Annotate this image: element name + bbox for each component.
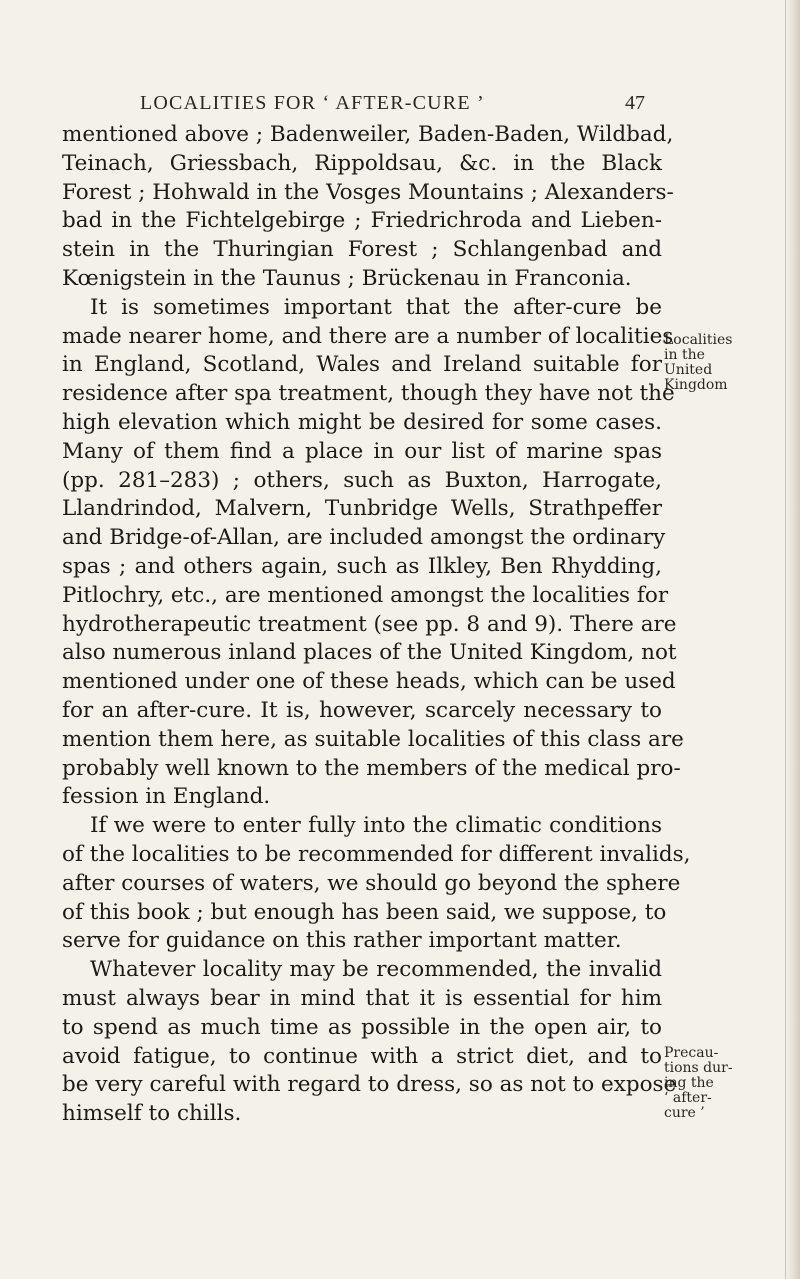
text-line: high elevation which might be desired for some cases. (62, 409, 662, 435)
text-line: hydrotherapeutic treatment (see pp. 8 and 9). There are (62, 611, 677, 637)
margin-note-line: Kingdom (664, 377, 728, 393)
text-line: himself to chills. (62, 1101, 242, 1127)
margin-note-line: ing the (664, 1075, 714, 1091)
text-line: to spend as much time as possible in the open air, to (62, 1014, 662, 1040)
text-line: Forest ; Hohwald in the Vosges Mountains ; Alexanders- (62, 179, 674, 205)
text-line: Pitlochry, etc., are mentioned amongst the localities for (62, 582, 669, 608)
margin-note-line: ‘ after- (664, 1090, 712, 1106)
margin-note-precautions (664, 1046, 744, 1121)
text-line: avoid fatigue, to continue with a strict diet, and to (62, 1043, 662, 1069)
text-line: Llandrindod, Malvern, Tunbridge Wells, Strathpeffer (62, 496, 662, 522)
text-line: of the localities to be recommended for different invalids, (62, 841, 691, 867)
text-line: probably well known to the members of the medical pro- (62, 755, 681, 781)
text-line: for an after-cure. It is, however, scarcely necessary to (62, 697, 662, 723)
text-line: spas ; and others again, such as Ilkley, Ben Rhydding, (62, 553, 662, 579)
text-line: mentioned under one of these heads, which can be used (62, 669, 676, 695)
text-line: after courses of waters, we should go beyond the sphere (62, 870, 681, 896)
text-line: serve for guidance on this rather important matter. (62, 928, 622, 954)
text-line: mentioned above ; Badenweiler, Baden-Baden, Wildbad, (62, 122, 674, 147)
text-line: If we were to enter fully into the climatic conditions (90, 813, 662, 839)
text-line: fession in England. (62, 784, 271, 810)
text-line: mention them here, as suitable localities of this class are (62, 726, 684, 752)
text-line: also numerous inland places of the United Kingdom, not (62, 640, 677, 666)
page-number: 47 (625, 92, 645, 114)
text-line: Many of them find a place in our list of marine spas (62, 438, 662, 464)
page-edge (785, 0, 800, 1279)
text-line: It is sometimes important that the after-cure be (90, 294, 662, 320)
running-head: LOCALITIES FOR ‘ AFTER-CURE ’ (140, 92, 485, 114)
text-line: Teinach, Griessbach, Rippoldsau, &c. in the Black (62, 150, 662, 176)
text-line: in England, Scotland, Wales and Ireland suitable for (62, 352, 662, 378)
margin-note-line: Localities (664, 332, 733, 348)
text-line: must always bear in mind that it is essential for him (62, 985, 662, 1011)
text-line: of this book ; but enough has been said, we suppose, to (62, 899, 667, 925)
margin-note-line: tions dur- (664, 1060, 733, 1076)
margin-note-line: Precau- (664, 1045, 719, 1061)
margin-note-line: United (664, 362, 713, 378)
text-line: be very careful with regard to dress, so as not to expose (62, 1072, 677, 1098)
text-line: bad in the Fichtelgebirge ; Friedrichroda and Lieben- (62, 208, 662, 234)
text-line: made nearer home, and there are a number of localities (62, 323, 674, 349)
margin-note-line: in the (664, 347, 705, 363)
text-line: stein in the Thuringian Forest ; Schlangenbad and (62, 237, 662, 263)
text-line: residence after spa treatment, though they have not the (62, 381, 675, 407)
text-line: Kœnigstein in the Taunus ; Brückenau in Franconia. (62, 265, 632, 291)
text-line: and Bridge-of-Allan, are included amongst the ordinary (62, 525, 666, 551)
margin-note-localities (664, 333, 744, 393)
text-line: (pp. 281–283) ; others, such as Buxton, Harrogate, (62, 467, 662, 493)
margin-note-line: cure ’ (664, 1105, 705, 1121)
text-line: Whatever locality may be recommended, the invalid (90, 957, 662, 983)
